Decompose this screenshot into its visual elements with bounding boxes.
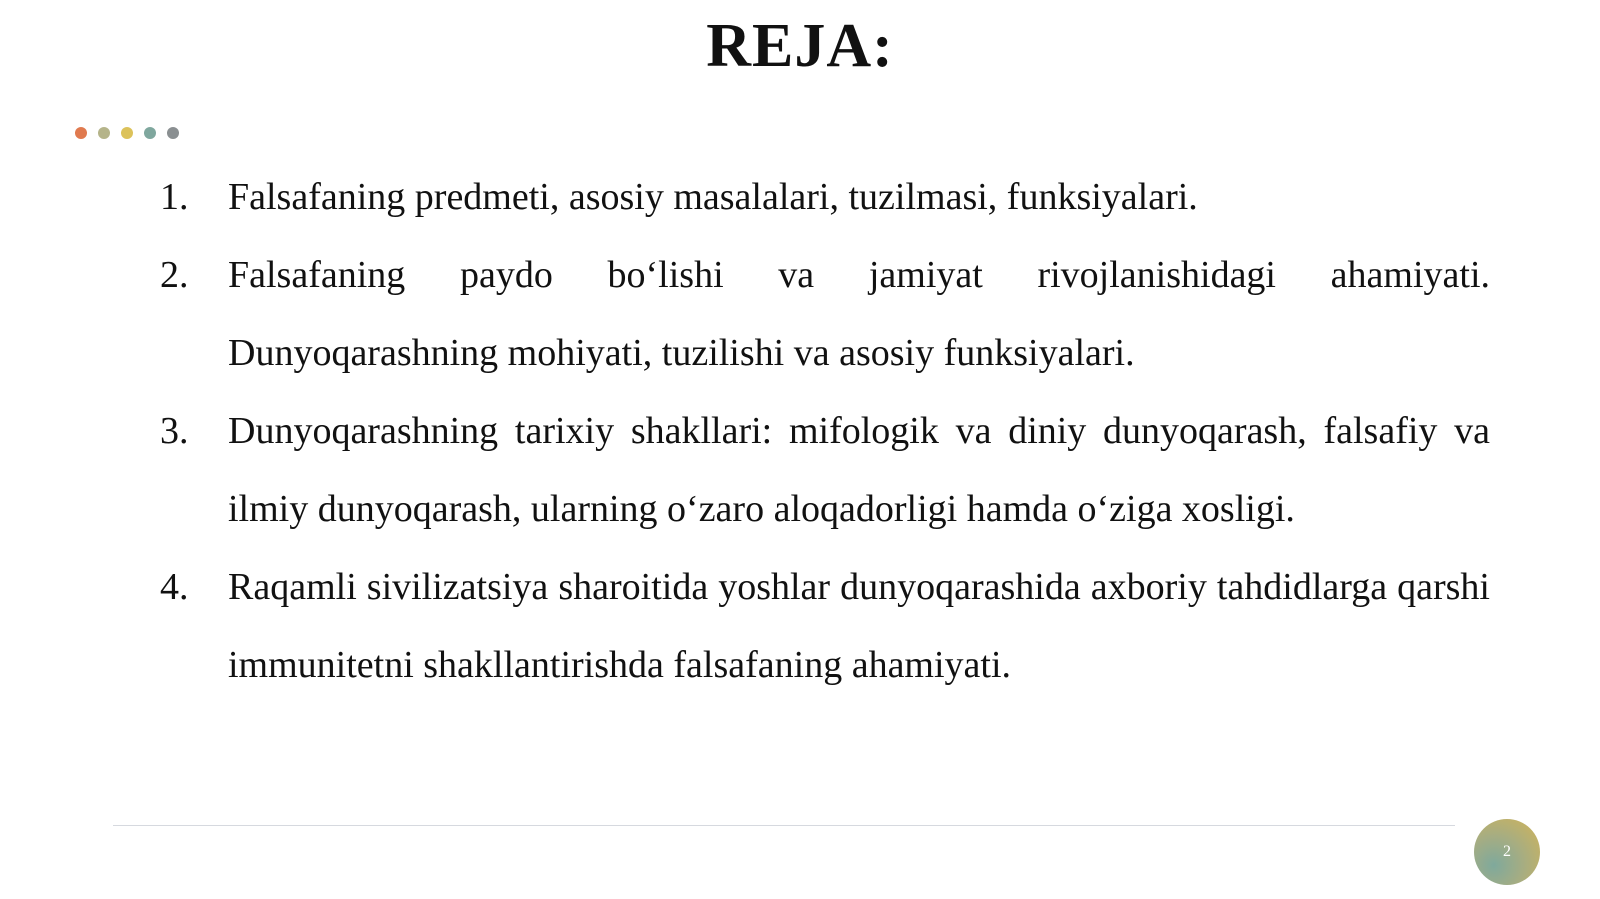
item-text: Raqamli sivilizatsiya sharoitida yoshlar dunyoqarashida axboriy tahdidlarga qarshi immunitetni shakllantirishda falsafaning ahamiyati. — [228, 566, 1490, 686]
plan-item — [160, 392, 1490, 548]
plan-item — [160, 236, 1490, 392]
dot-icon — [144, 127, 156, 139]
item-text: Falsafaning paydo bo‘lishi va jamiyat rivojlanishidagi ahamiyati. Dunyoqarashning mohiyati, tuzilishi va asosiy funksiyalari. — [228, 254, 1490, 374]
dot-icon — [121, 127, 133, 139]
decorative-dots — [75, 127, 179, 139]
page-number: 2 — [1503, 843, 1511, 860]
plan-list — [160, 158, 1490, 704]
item-text: Falsafaning predmeti, asosiy masalalari, tuzilmasi, funksiyalari. — [228, 176, 1198, 218]
item-number: 4. — [160, 566, 189, 608]
item-number: 2. — [160, 254, 189, 296]
slide-title: REJA: — [706, 12, 894, 80]
footer-divider — [113, 825, 1455, 826]
item-number: 3. — [160, 410, 189, 452]
item-text: Dunyoqarashning tarixiy shakllari: mifologik va diniy dunyoqarash, falsafiy va ilmiy dunyoqarash, ularning o‘zaro aloqadorligi hamda o‘ziga xosligi. — [228, 410, 1490, 530]
item-number: 1. — [160, 176, 189, 218]
plan-item — [160, 158, 1490, 236]
plan-item — [160, 548, 1490, 704]
page-number-badge — [1474, 819, 1540, 885]
dot-icon — [98, 127, 110, 139]
dot-icon — [75, 127, 87, 139]
dot-icon — [167, 127, 179, 139]
